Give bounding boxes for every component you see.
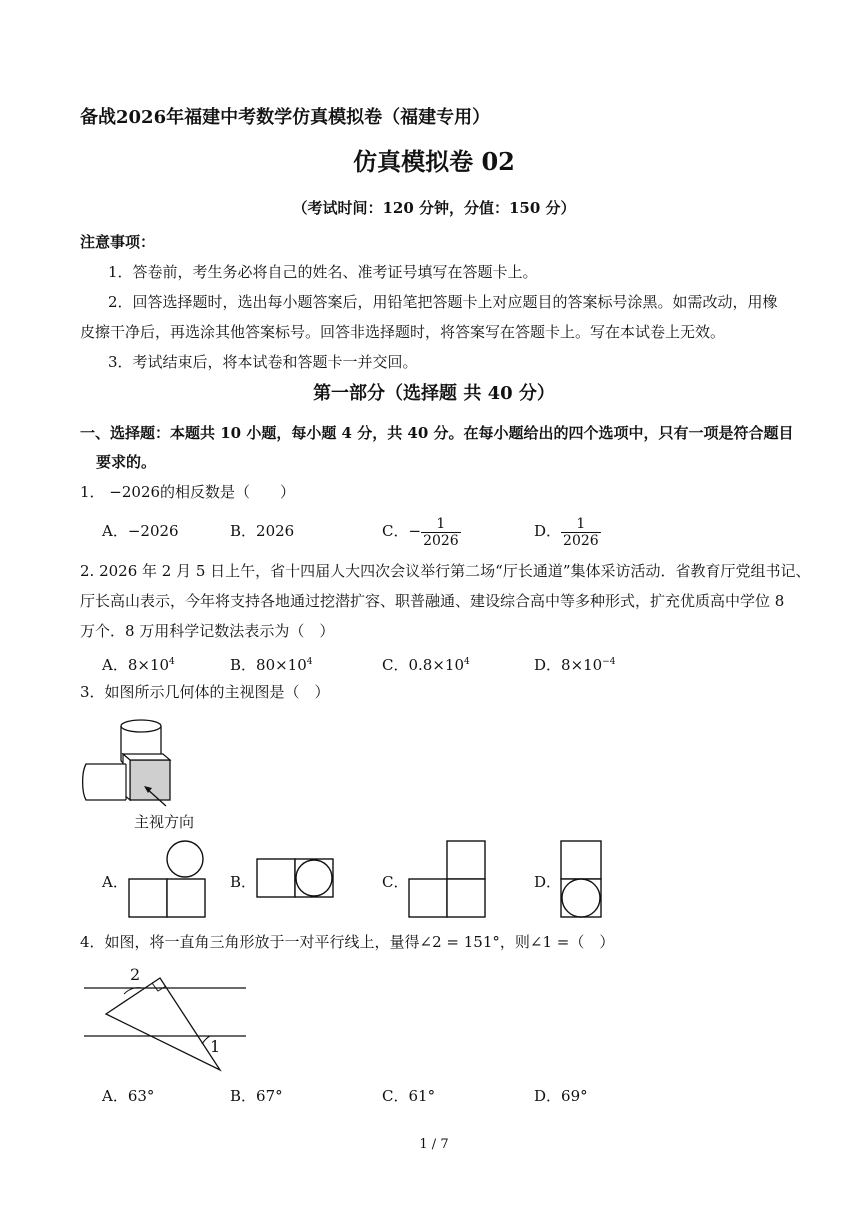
q4-option-b: B．67° <box>230 1087 283 1105</box>
fraction: $\frac{1}{2026}$ <box>423 515 459 549</box>
q3-solid-figure <box>74 708 184 808</box>
note-item-2-cont: 皮擦干净后，再选涂其他答案标号。回答非选择题时，将答案写在答题卡上。写在本试卷上无效。 <box>80 323 726 341</box>
q2-line-2: 厅长高山表示，今年将支持各地通过挖潜扩容、职普融通、建设综合高中等多种形式，扩充优质高中学位 8 <box>80 592 785 610</box>
q1-option-c: C．− $\frac{1}{2026}$ <box>382 515 459 549</box>
q4-option-c: C．61° <box>382 1087 436 1105</box>
notes-heading: 注意事项： <box>80 233 156 251</box>
q1-option-d: D． $\frac{1}{2026}$ <box>534 515 599 549</box>
q1-option-b: B．2026 <box>230 522 295 540</box>
part1-instruction: 一、选择题：本题共 10 小题，每小题 4 分，共 40 分。在每小题给出的四个选项中，只有一项是符合题目 <box>80 424 794 442</box>
exam-info: （考试时间：120 分钟，分值：150 分） <box>292 199 576 217</box>
note-item-2: 2．回答选择题时，选出每小题答案后，用铅笔把答题卡上对应题目的答案标号涂黑。如需改动，用橡 <box>108 293 778 311</box>
note-item-1: 1．答卷前，考生务必将自己的姓名、准考证号填写在答题卡上。 <box>108 263 538 281</box>
q3-option-a: A． <box>102 873 128 891</box>
q3-option-b: B． <box>230 873 257 891</box>
q1-option-a: A．−2026 <box>102 522 179 540</box>
q3-option-d-figure <box>560 840 604 920</box>
q2-option-d: D．$8\times 10^{-4}$ <box>534 656 616 674</box>
q3-option-c-figure <box>408 840 488 920</box>
q1-stem: 1． −2026的相反数是（ ） <box>80 483 296 501</box>
fraction: $\frac{1}{2026}$ <box>563 515 599 549</box>
q3-option-a-figure <box>126 840 206 920</box>
angle-2-label: 2 <box>130 965 141 984</box>
part1-title: 第一部分（选择题 共 40 分） <box>313 383 555 404</box>
note-item-3: 3．考试结束后，将本试卷和答题卡一并交回。 <box>108 353 418 371</box>
q2-option-c: C．$0.8\times 10^4$ <box>382 656 470 674</box>
direction-label: 主视方向 <box>134 813 195 831</box>
q3-option-b-figure <box>256 858 336 900</box>
q2-option-b: B．$80\times 10^4$ <box>230 656 313 674</box>
series-title: 备战2026年福建中考数学仿真模拟卷（福建专用） <box>80 107 491 128</box>
angle-1-label: 1 <box>210 1037 221 1056</box>
q4-stem: 4．如图，将一直角三角形放于一对平行线上，量得∠2 = 151°，则∠1 =（ ） <box>80 933 615 951</box>
q4-option-d: D．69° <box>534 1087 588 1105</box>
q4-option-a: A．63° <box>102 1087 155 1105</box>
q3-option-d: D． <box>534 873 562 891</box>
q2-line-3: 万个．8 万用科学记数法表示为（ ） <box>80 622 335 640</box>
part1-instruction-cont: 要求的。 <box>96 453 157 471</box>
q3-option-c: C． <box>382 873 409 891</box>
paper-title: 仿真模拟卷 02 <box>353 147 515 176</box>
q2-line-1: 2. 2026 年 2 月 5 日上午，省十四届人大四次会议举行第二场“厅长通道”集体采访活动．省教育厅党组书记、 <box>80 562 811 580</box>
page-number: 1 / 7 <box>419 1137 449 1152</box>
q3-stem: 3．如图所示几何体的主视图是（ ） <box>80 683 330 701</box>
q2-option-a: A．$8\times 10^4$ <box>102 656 175 674</box>
q4-parallel-lines-figure <box>84 966 248 1076</box>
